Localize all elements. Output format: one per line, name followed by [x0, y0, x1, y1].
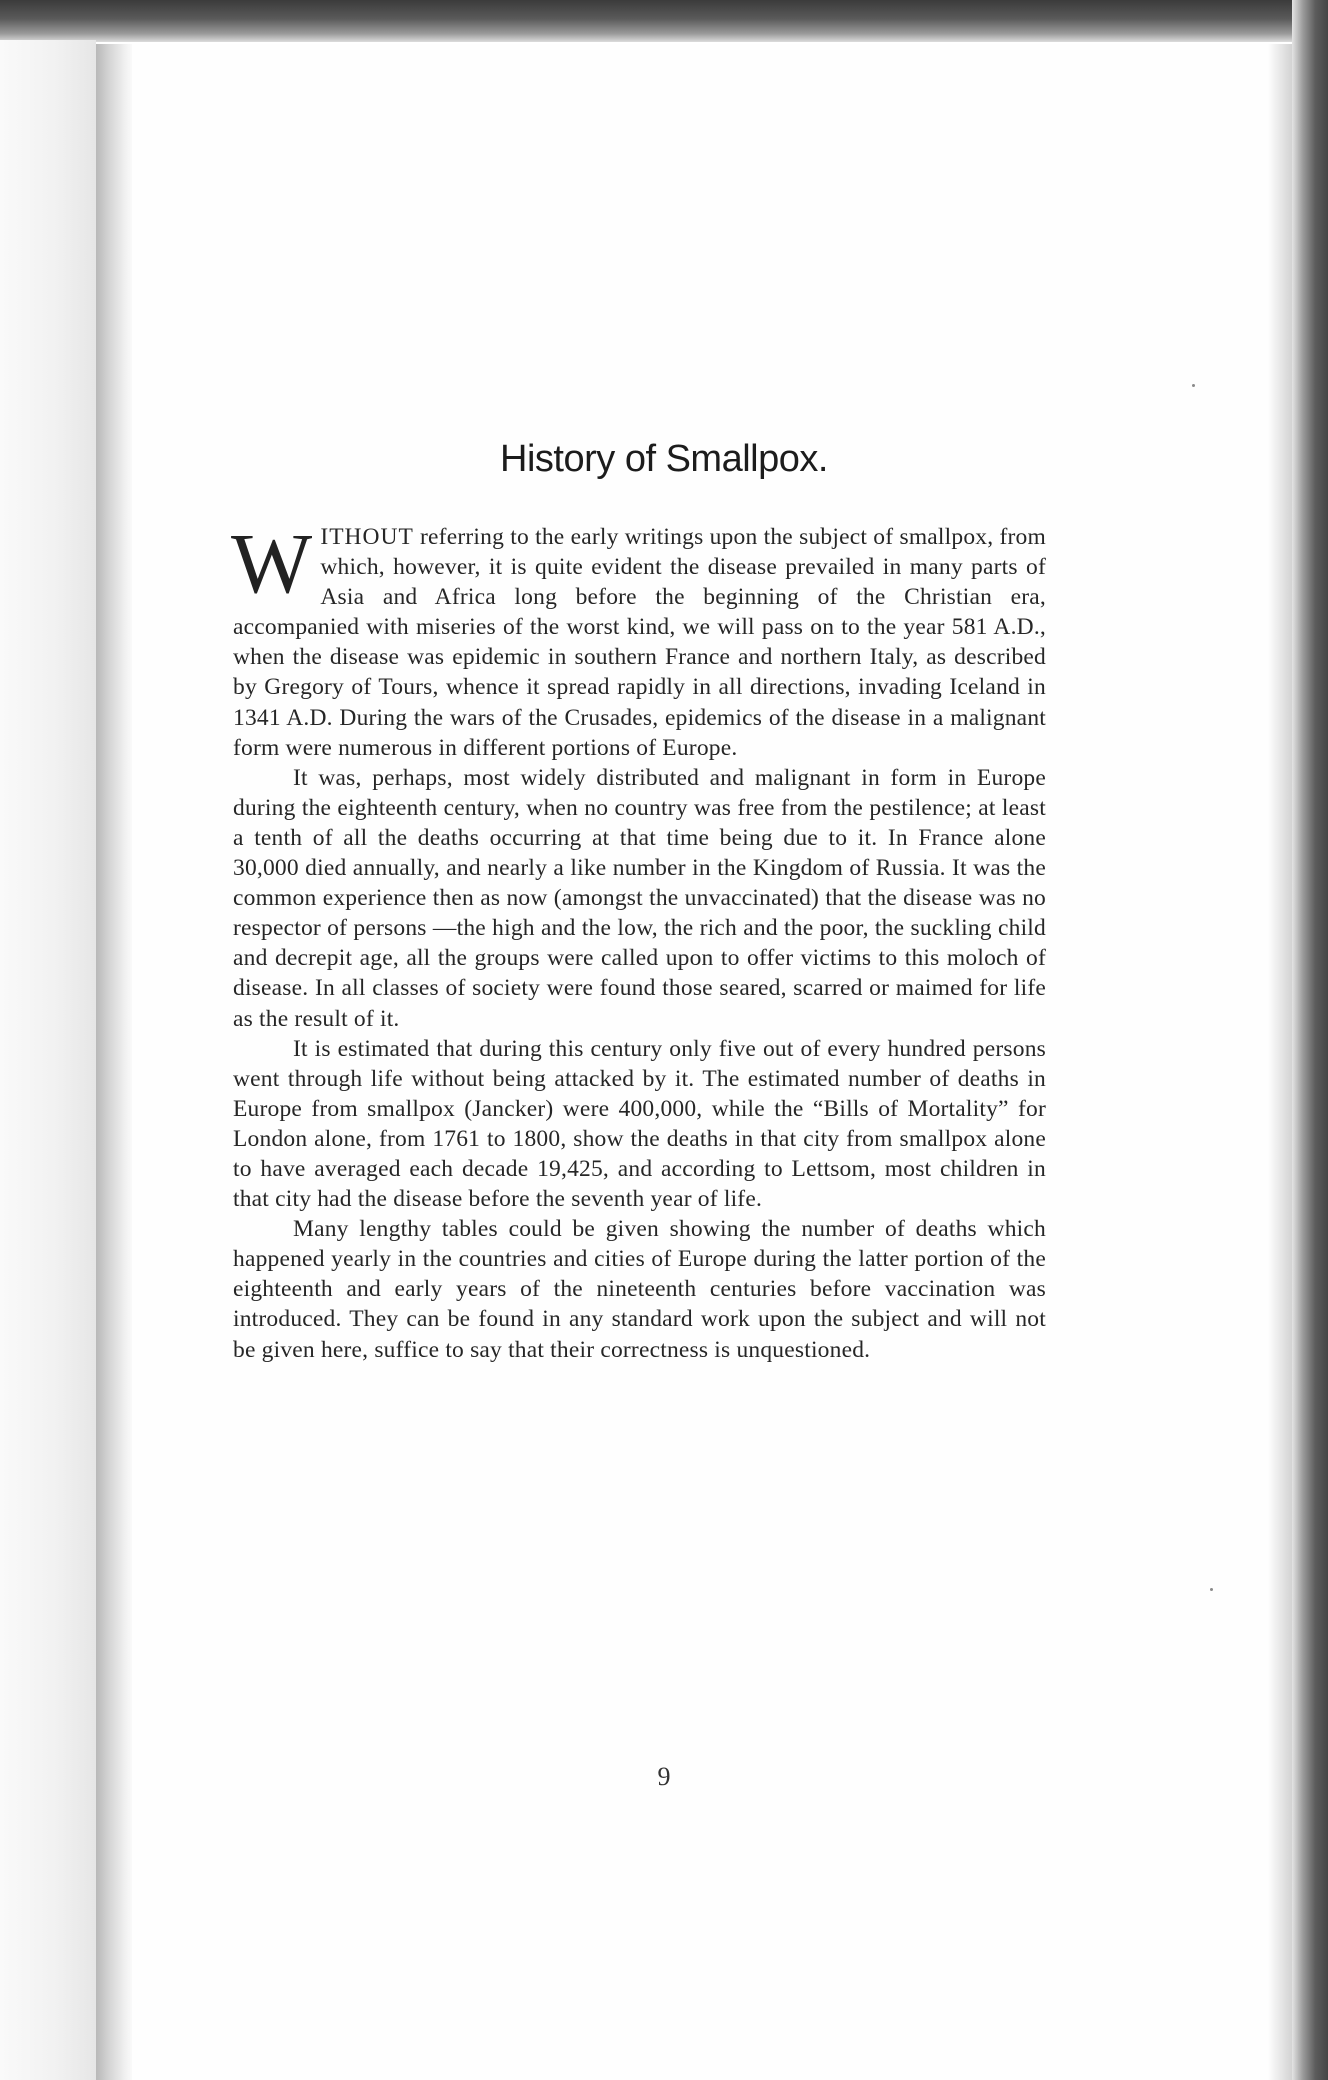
paragraph-4: Many lengthy tables could be given showing the number of deaths which happened yearly in the countries and cities of Europe during the latter portion of the eighteenth and early years of the nineteenth centuries before vaccination was introduced. They can be found in any standard work upon the subject and will not be given here, suffice to say that their correctness is unquestioned.	[233, 1216, 1046, 1363]
paragraph-3: It is estimated that during this century only five out of every hundred persons went through life without being attacked by it. The estimated number of deaths in Europe from smallpox (Jancker) were 400,000, while the “Bills of Mortality” for London alone, from 1761 to 1800, show the deaths in that city from smallpox alone to have averaged each decade 19,425, and according to Lettsom, most children in that city had the disease before the seventh year of life.	[233, 1035, 1046, 1213]
paper-speck	[1192, 384, 1195, 387]
paragraph-1	[231, 515, 1046, 763]
paragraph-1-text: referring to the early writings upon the subject of smallpox, from which, however, it is quite evident the disease prevailed in many parts of Asia and Africa long before the beginning of the Christian era, accompanied with miseries of the worst kind, we will pass on to the year 581 A.D., when the disease was epidemic in southern France and northern Italy, as described by Gregory of Tours, whence it spread rapidly in all directions, invading Iceland in 1341 A.D. During the wars of the Crusades, epidemics of the disease in a malignant form were numerous in different portions of Europe.	[233, 524, 1046, 761]
book-top-edge	[0, 0, 1328, 42]
drop-cap: W	[231, 515, 313, 611]
paragraph-2: It was, perhaps, most widely distributed and malignant in form in Europe during the eighteenth century, when no country was free from the pestilence; at least a tenth of all the deaths occurring at that time being due to it. In France alone 30,000 died annually, and nearly a like number in the Kingdom of Russia. It was the common experience then as now (amongst the unvaccinated) that the disease was no respector of persons —the high and the low, the rich and the poor, the suckling child and decrepit age, all the groups were called upon to offer victims to this moloch of disease. In all classes of society were found those seared, scarred or maimed for life as the result of it.	[233, 764, 1046, 1032]
page-number: 9	[657, 1762, 671, 1791]
page-title: History of Smallpox.	[500, 438, 828, 480]
lead-word: ITHOUT	[320, 524, 414, 550]
paper-speck	[1210, 1588, 1213, 1591]
body-text	[231, 515, 1046, 1365]
